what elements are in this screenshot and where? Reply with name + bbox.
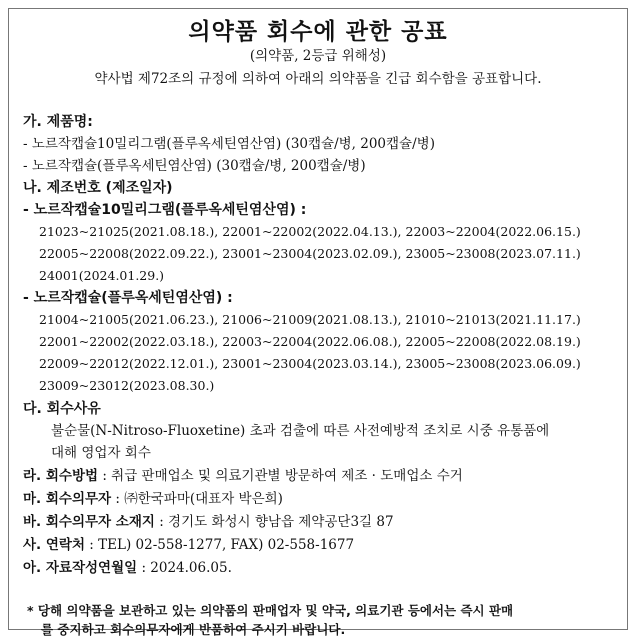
- lot-line: 23009~23012(2023.08.30.): [39, 378, 215, 393]
- reason-line: 불순물(N-Nitroso-Fluoxetine) 초과 검출에 따른 사전예방적 조치로 시중 유통품에: [51, 423, 550, 439]
- lot-group-name: - 노르작캡슐10밀리그램(플루옥세틴염산염) :: [23, 202, 307, 218]
- obligor-address: [23, 511, 627, 533]
- lot-line: 24001(2024.01.29.): [39, 268, 165, 283]
- subtitle: (의약품, 2등급 위해성): [249, 48, 387, 64]
- lot-line: 21004~21005(2021.06.23.), 21006~21009(2021.08.13.), 21010~21013(2021.11.17.): [39, 312, 581, 327]
- recall-notice: [8, 8, 628, 637]
- lot-line: 22001~22002(2022.03.18.), 22003~22004(2022.06.08.), 22005~22008(2022.08.19.): [39, 334, 581, 349]
- field-label: 사. 연락처: [23, 537, 85, 553]
- lot-line: 21023~21025(2021.08.18.), 22001~22002(2022.04.13.), 22003~22004(2022.06.15.): [39, 224, 581, 239]
- lot-group-name: - 노르작캡슐(플루옥세틴염산염) :: [23, 290, 233, 306]
- contact: [23, 534, 627, 556]
- document-date: [23, 557, 627, 579]
- field-label: 라. 회수방법: [23, 468, 99, 484]
- field-value: : TEL) 02-558-1277, FAX) 02-558-1677: [85, 537, 355, 553]
- notice-line: 를 중지하고 회수의무자에게 반품하여 주시기 바랍니다.: [41, 622, 346, 637]
- recall-method: [23, 465, 627, 487]
- product-item: - 노르작캡슐(플루옥세틴염산염) (30캡슐/병, 200캡슐/병): [23, 158, 366, 174]
- page-title: 의약품 회수에 관한 공표: [188, 19, 448, 45]
- lot-line: 22009~22012(2022.12.01.), 23001~23004(2023.03.14.), 23005~23008(2023.06.09.): [39, 356, 581, 371]
- field-value: : 2024.06.05.: [137, 560, 232, 576]
- lot-line: 22005~22008(2022.09.22.), 23001~23004(2023.02.09.), 23005~23008(2023.07.11.): [39, 246, 581, 261]
- recall-obligor: [23, 488, 627, 510]
- field-value: : ㈜한국파마(대표자 박은희): [111, 491, 283, 507]
- field-label: 마. 회수의무자: [23, 491, 112, 507]
- intro: 약사법 제72조의 규정에 의하여 아래의 의약품을 긴급 회수함을 공표합니다.: [94, 71, 542, 87]
- product-item: - 노르작캡슐10밀리그램(플루옥세틴염산염) (30캡슐/병, 200캡슐/병): [23, 136, 435, 152]
- field-value: : 경기도 화성시 향남읍 제약공단3길 87: [154, 514, 394, 530]
- notice-line: * 당해 의약품을 보관하고 있는 의약품의 판매업자 및 약국, 의료기관 등에서는 즉시 판매: [27, 603, 514, 618]
- reason-line: 대해 영업자 회수: [51, 445, 151, 461]
- field-value: : 취급 판매업소 및 의료기관별 방문하여 제조 · 도매업소 수거: [98, 468, 463, 484]
- reason-heading: 다. 회수사유: [23, 401, 101, 417]
- field-label: 아. 자료작성연월일: [23, 560, 138, 576]
- field-label: 바. 회수의무자 소재지: [23, 514, 155, 530]
- lots-heading: 나. 제조번호 (제조일자): [23, 180, 173, 196]
- product-heading: 가. 제품명:: [23, 114, 93, 130]
